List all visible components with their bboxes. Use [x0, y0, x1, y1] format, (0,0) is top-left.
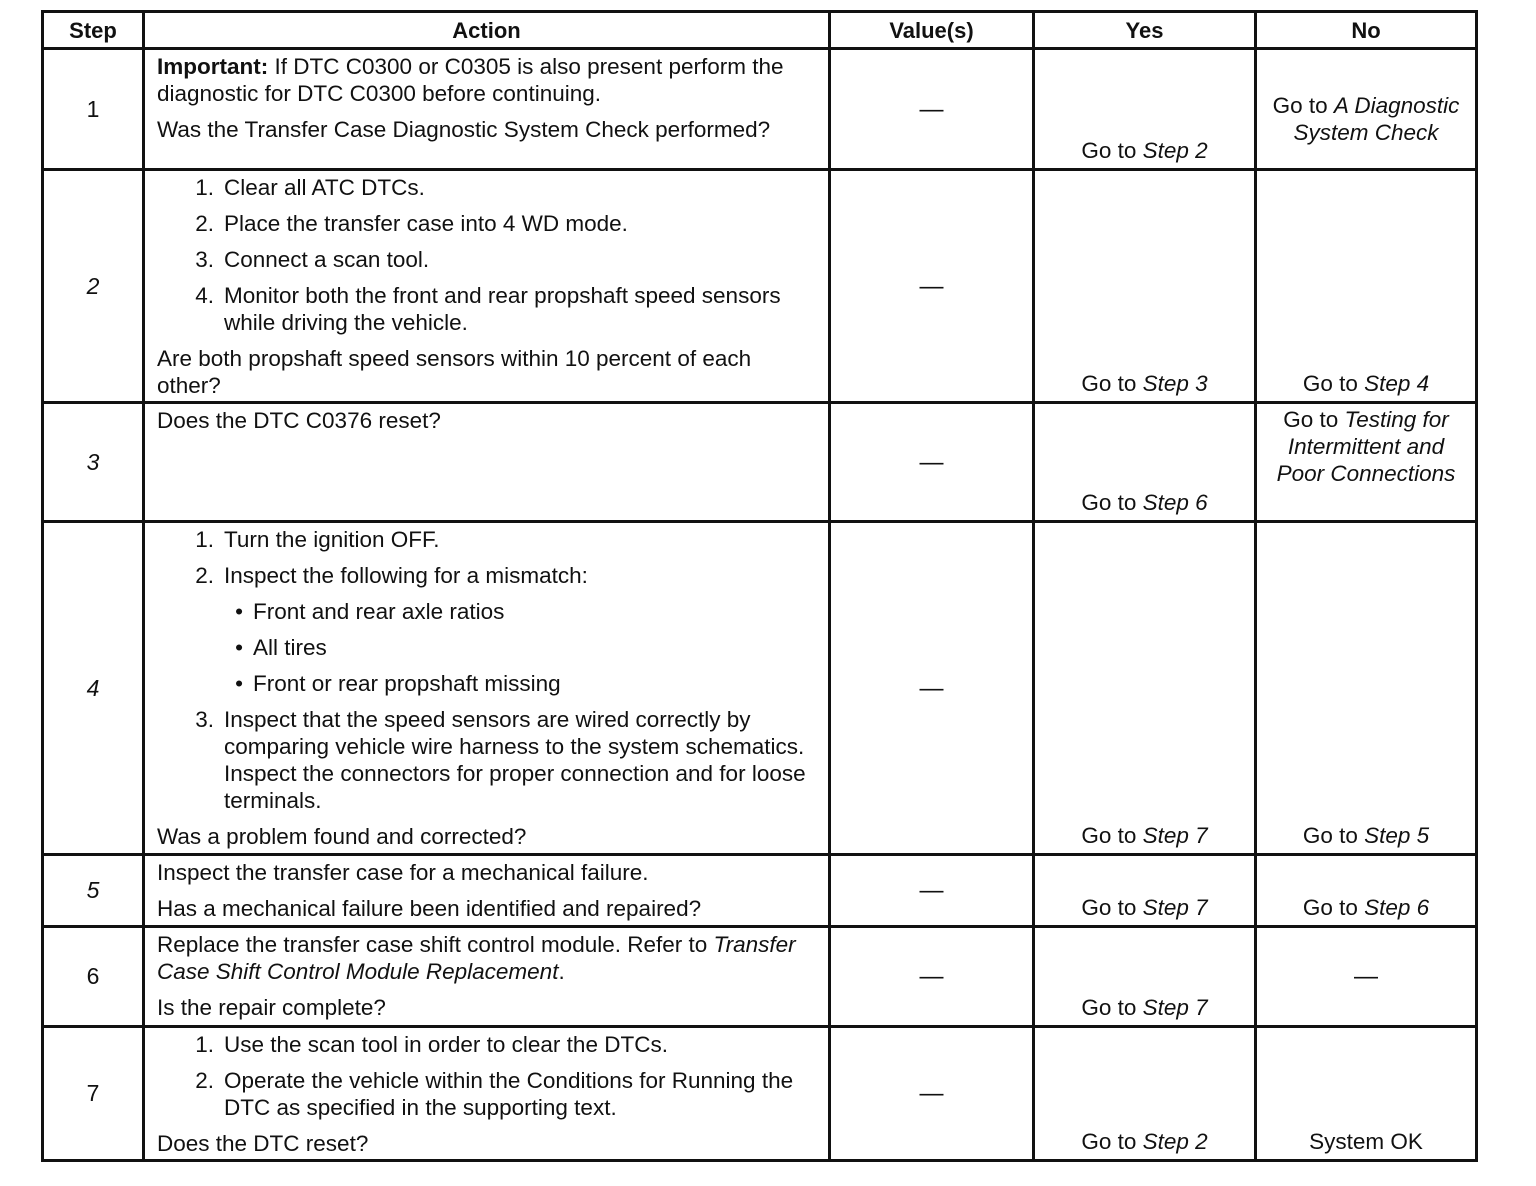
question-text: Does the DTC reset?: [157, 1131, 369, 1156]
header-row: [43, 12, 1477, 49]
diagnostic-table: [41, 10, 1478, 1162]
important-label: Important:: [157, 54, 269, 79]
bullet-item: • Front and rear axle ratios: [235, 599, 505, 624]
question-text: Has a mechanical failure been identified and repaired?: [157, 896, 702, 921]
action-text: Inspect the transfer case for a mechanical failure.: [157, 860, 649, 885]
action-cell: [144, 403, 830, 522]
yes-cell: Go to Step 2: [1034, 1027, 1256, 1161]
bullet-item: • Front or rear propshaft missing: [235, 671, 561, 696]
yes-cell: Go to Step 6: [1034, 403, 1256, 522]
no-cell: Go to Step 5: [1256, 522, 1477, 855]
list-item: 2. Inspect the following for a mismatch:: [195, 563, 588, 588]
table-row: [43, 1027, 1477, 1161]
action-cell: Replace the transfer case shift control module. Refer to Transfer Case Shift Control Module Replacement. Is the repair complete?: [144, 927, 830, 1027]
table-row: [43, 170, 1477, 403]
yes-link[interactable]: Step 2: [1142, 138, 1208, 163]
table-row: [43, 49, 1477, 170]
header-step: Step: [43, 12, 144, 49]
question-text: Was a problem found and corrected?: [157, 824, 527, 849]
list-item: 1. Use the scan tool in order to clear the DTCs.: [195, 1032, 668, 1057]
step-number: 5: [43, 855, 144, 927]
yes-cell: Go to Step 7: [1034, 522, 1256, 855]
value-cell: —: [830, 403, 1034, 522]
no-link[interactable]: Step 4: [1364, 371, 1430, 396]
no-cell: Go to Step 6: [1256, 855, 1477, 927]
question-text: Does the DTC C0376 reset?: [157, 408, 441, 433]
yes-cell: Go to Step 7: [1034, 927, 1256, 1027]
yes-link[interactable]: Step 6: [1142, 490, 1208, 515]
question-text: Was the Transfer Case Diagnostic System Check performed?: [157, 117, 771, 142]
no-link[interactable]: Testing for Intermittent and Poor Connections: [1276, 407, 1456, 486]
yes-link[interactable]: Step 2: [1142, 1129, 1208, 1154]
no-cell: Go to Step 4: [1256, 170, 1477, 403]
no-cell: —: [1256, 927, 1477, 1027]
yes-cell: Go to Step 3: [1034, 170, 1256, 403]
table-row: [43, 403, 1477, 522]
action-cell: [144, 170, 830, 403]
yes-link[interactable]: Step 7: [1142, 823, 1208, 848]
list-item: 3. Inspect that the speed sensors are wired correctly by comparing vehicle wire harness to the system schematics. Inspect the connectors for proper connection and for loose terminals.: [195, 707, 806, 813]
step-number: 6: [43, 927, 144, 1027]
value-cell: —: [830, 522, 1034, 855]
no-link[interactable]: A Diagnostic System Check: [1293, 93, 1460, 145]
yes-link[interactable]: Step 7: [1142, 895, 1208, 920]
step-number: 2: [43, 170, 144, 403]
step-number: 1: [43, 49, 144, 170]
list-item: 2. Operate the vehicle within the Conditions for Running the DTC as specified in the supporting text.: [195, 1068, 794, 1120]
question-text: Are both propshaft speed sensors within 10 percent of each other?: [157, 346, 752, 398]
value-cell: —: [830, 170, 1034, 403]
value-cell: —: [830, 49, 1034, 170]
step-number: 3: [43, 403, 144, 522]
question-text: Is the repair complete?: [157, 995, 386, 1020]
yes-cell: Go to Step 2: [1034, 49, 1256, 170]
list-item: 2. Place the transfer case into 4 WD mode.: [195, 211, 628, 236]
important-text: If DTC C0300 or C0305 is also present perform the diagnostic for DTC C0300 before continuing.: [157, 54, 784, 106]
bullet-item: • All tires: [235, 635, 327, 660]
table-row: [43, 522, 1477, 855]
action-cell: [144, 522, 830, 855]
no-cell: Go to Testing for Intermittent and Poor Connections: [1256, 403, 1477, 522]
value-cell: —: [830, 927, 1034, 1027]
action-text: Replace the transfer case shift control module. Refer to: [157, 932, 708, 957]
header-action: Action: [144, 12, 830, 49]
list-item: 1. Clear all ATC DTCs.: [195, 175, 425, 200]
yes-cell: Go to Step 7: [1034, 855, 1256, 927]
list-item: 1. Turn the ignition OFF.: [195, 527, 440, 552]
header-yes: Yes: [1034, 12, 1256, 49]
step-number: 4: [43, 522, 144, 855]
no-link[interactable]: Step 6: [1364, 895, 1430, 920]
list-item: 3. Connect a scan tool.: [195, 247, 430, 272]
step-number: 7: [43, 1027, 144, 1161]
action-cell: [144, 1027, 830, 1161]
value-cell: —: [830, 855, 1034, 927]
table-row: [43, 855, 1477, 927]
table-row: [43, 927, 1477, 1027]
reference-link[interactable]: Transfer Case Shift Control Module Replacement: [157, 932, 796, 984]
value-cell: —: [830, 1027, 1034, 1161]
no-cell: System OK: [1256, 1027, 1477, 1161]
yes-link[interactable]: Step 3: [1142, 371, 1208, 396]
no-cell: Go to A Diagnostic System Check: [1256, 49, 1477, 170]
list-item: 4. Monitor both the front and rear propshaft speed sensors while driving the vehicle.: [195, 283, 781, 335]
header-no: No: [1256, 12, 1477, 49]
action-cell: [144, 49, 830, 170]
header-values: Value(s): [830, 12, 1034, 49]
yes-link[interactable]: Step 7: [1142, 995, 1208, 1020]
no-link[interactable]: Step 5: [1364, 823, 1430, 848]
action-cell: [144, 855, 830, 927]
